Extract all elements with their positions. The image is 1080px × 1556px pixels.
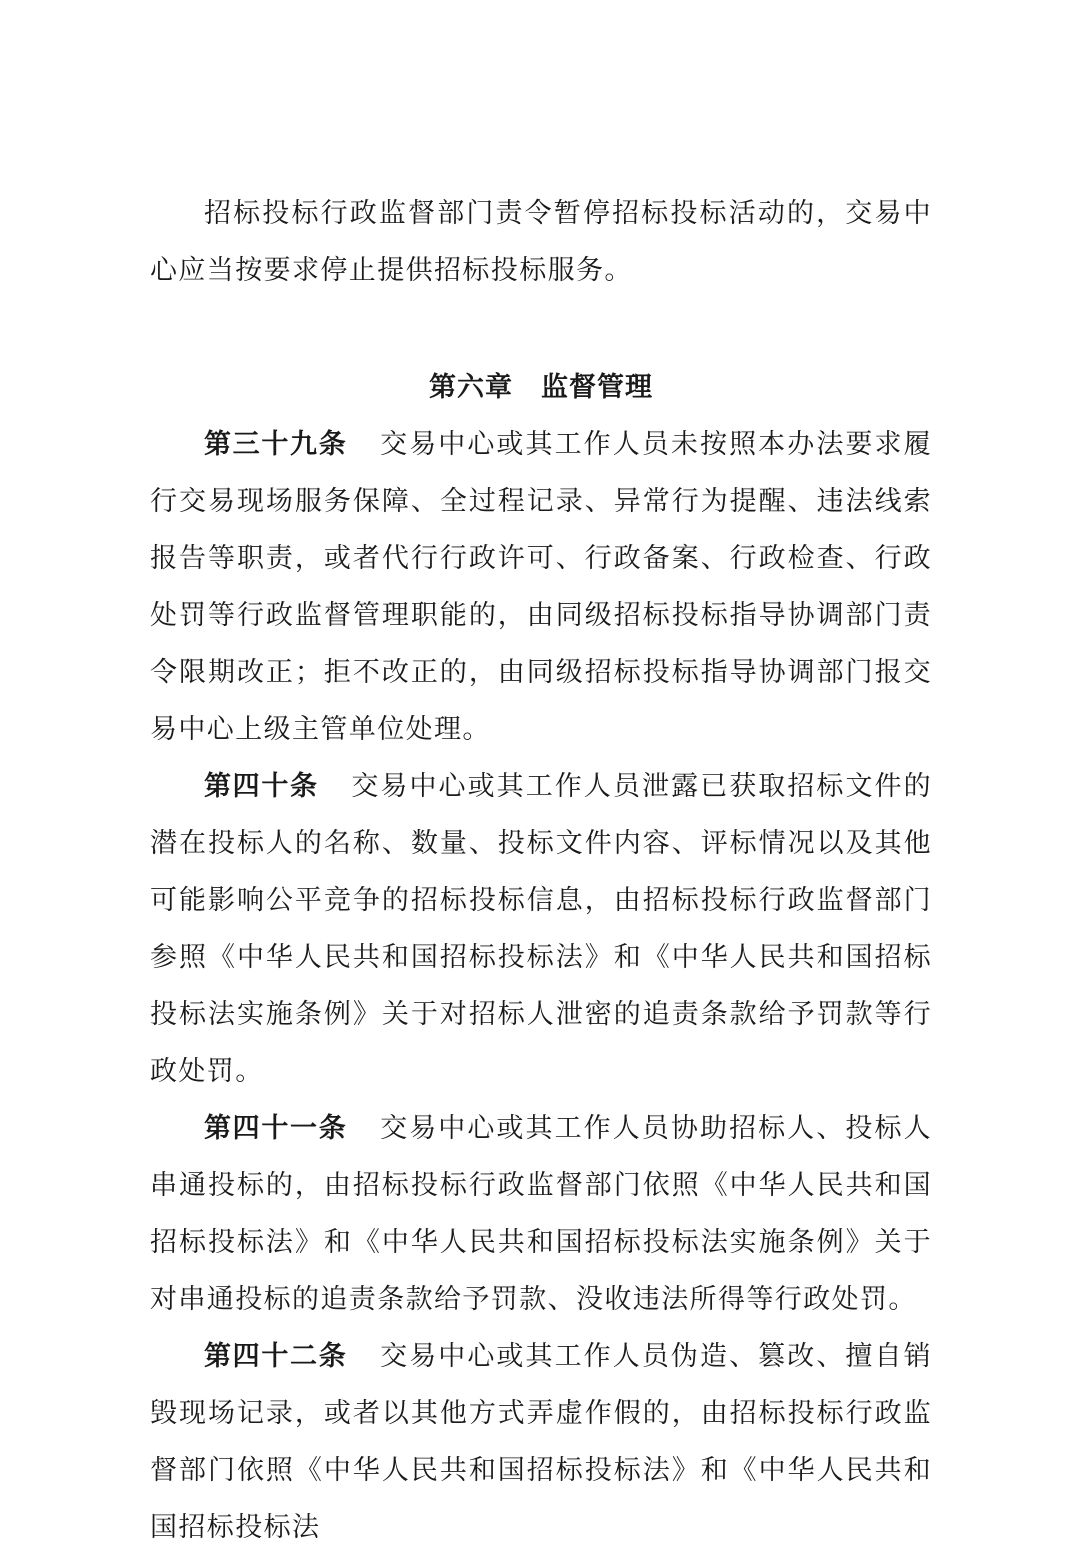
- chapter-heading: [150, 359, 932, 416]
- article-text: 交易中心或其工作人员协助招标人、投标人串通投标的，由招标投标行政监督部门依照《中华人民共和国招标投标法》和《中华人民共和国招标投标法实施条例》关于对串通投标的追责条款给予罚款、没收违法所得等行政处罚。: [150, 1113, 932, 1315]
- intro-paragraph: 招标投标行政监督部门责令暂停招标投标活动的，交易中心应当按要求停止提供招标投标服务。: [150, 198, 932, 286]
- article-text: 交易中心或其工作人员伪造、篡改、擅自销毁现场记录，或者以其他方式弄虚作假的，由招标投标行政监督部门依照《中华人民共和国招标投标法》和《中华人民共和国招标投标法: [150, 1341, 932, 1543]
- article-label: 第四十一条: [204, 1113, 348, 1144]
- article-42: [150, 1328, 932, 1556]
- article-label: 第四十条: [204, 771, 319, 802]
- article-label: 第三十九条: [204, 429, 348, 460]
- article-39: [150, 416, 932, 758]
- document-page: [150, 185, 932, 1556]
- chapter-number: 第六章: [429, 372, 513, 403]
- article-label: 第四十二条: [204, 1341, 348, 1372]
- article-text: 交易中心或其工作人员泄露已获取招标文件的潜在投标人的名称、数量、投标文件内容、评标情况以及其他可能影响公平竞争的招标投标信息，由招标投标行政监督部门参照《中华人民共和国招标投标法》和《中华人民共和国招标投标法实施条例》关于对招标人泄密的追责条款给予罚款等行政处罚。: [150, 771, 933, 1087]
- article-text: 交易中心或其工作人员未按照本办法要求履行交易现场服务保障、全过程记录、异常行为提醒、违法线索报告等职责，或者代行行政许可、行政备案、行政检查、行政处罚等行政监督管理职能的，由同级招标投标指导协调部门责令限期改正；拒不改正的，由同级招标投标指导协调部门报交易中心上级主管单位处理。: [150, 429, 932, 745]
- article-41: [150, 1100, 932, 1328]
- article-40: [150, 758, 932, 1100]
- chapter-title: 监督管理: [541, 372, 653, 403]
